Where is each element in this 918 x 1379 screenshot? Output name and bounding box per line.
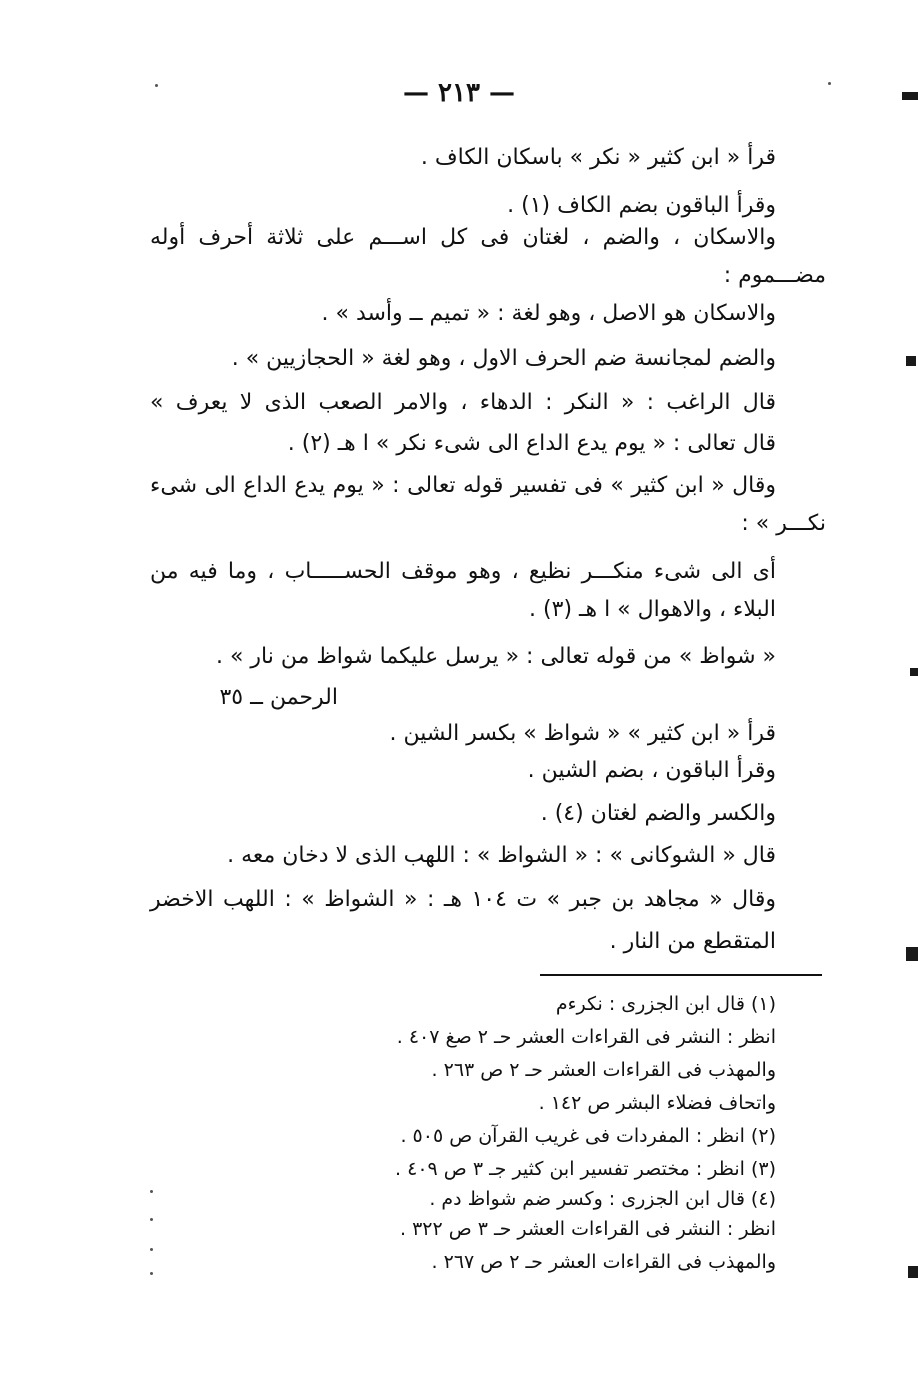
footnote-line: (٣) انظر : مختصر تفسير ابن كثير جـ ٣ ص ٤٠٩ . <box>395 1158 776 1180</box>
body-line: وقرأ الباقون ، بضم الشين . <box>527 758 776 783</box>
scan-speck <box>150 1248 153 1251</box>
scan-mark <box>908 1266 918 1278</box>
scan-speck <box>155 84 158 87</box>
body-line: والضم لمجانسة ضم الحرف الاول ، وهو لغة « الحجازيين » . <box>231 346 776 371</box>
scan-speck <box>828 82 831 85</box>
scan-speck <box>150 1272 153 1275</box>
footnote-line: انظر : النشر فى القراءات العشر حـ ٢ صغ ٤٠٧ . <box>396 1026 776 1048</box>
footnote-line: (١) قال ابن الجزرى : نكرءم <box>555 993 776 1015</box>
scan-mark <box>910 668 918 676</box>
body-line: والاسكان هو الاصل ، وهو لغة : « تميم ــ وأسد » . <box>321 301 776 326</box>
footnote-separator <box>540 974 822 976</box>
footnote-line: واتحاف فضلاء البشر ص ١٤٢ . <box>538 1092 776 1114</box>
body-line: الرحمن ــ ٣٥ <box>219 685 338 710</box>
body-line: « شواظ » من قوله تعالى : « يرسل عليكما شواظ من نار » . <box>215 644 776 669</box>
footnote-line: (٤) قال ابن الجزرى : وكسر ضم شواظ دم . <box>429 1188 776 1210</box>
footnote-line: والمهذب فى القراءات العشر حـ ٢ ص ٢٦٧ . <box>431 1251 776 1273</box>
scan-mark <box>902 92 918 100</box>
body-line: وقرأ الباقون بضم الكاف (١) . <box>507 193 776 218</box>
body-line: وقال « ابن كثير » فى تفسير قوله تعالى : « يوم يدع الداع الى شىء <box>150 473 776 498</box>
body-line: والاسكان ، والضم ، لغتان فى كل اســـم على ثلاثة أحرف أوله <box>150 225 776 250</box>
body-line: أى الى شىء منكـــر نظيع ، وهو موقف الحســـــاب ، وما فيه من <box>150 559 776 584</box>
body-line: والكسر والضم لغتان (٤) . <box>540 801 776 826</box>
footnote-line: انظر : النشر فى القراءات العشر حـ ٣ ص ٣٢٢ . <box>400 1218 776 1240</box>
body-line: البلاء ، والاهوال » ا هـ (٣) . <box>529 597 776 622</box>
scan-speck <box>150 1190 153 1193</box>
body-line: المتقطع من النار . <box>609 929 776 954</box>
body-line: وقال « مجاهد بن جبر » ت ١٠٤ هـ : « الشواظ » : اللهب الاخضر <box>150 887 776 912</box>
body-line: قال تعالى : « يوم يدع الداع الى شىء نكر » ا هـ (٢) . <box>287 431 776 456</box>
scan-mark <box>906 947 918 961</box>
scan-mark <box>906 356 916 366</box>
body-line: قال الراغب : « النكر : الدهاء ، والامر الصعب الذى لا يعرف » <box>150 390 776 415</box>
body-line: قرأ « ابن كثير » « شواظ » بكسر الشين . <box>389 721 776 746</box>
footnote-line: والمهذب فى القراءات العشر حـ ٢ ص ٢٦٣ . <box>431 1059 776 1081</box>
body-line: قال « الشوكانى » : « الشواظ » : اللهب الذى لا دخان معه . <box>227 843 776 868</box>
footnote-line: (٢) انظر : المفردات فى غريب القرآن ص ٥٠٥ . <box>400 1125 776 1147</box>
page-number: — ٢١٣ — <box>402 78 516 108</box>
scan-speck <box>150 1218 153 1221</box>
body-line: قرأ « ابن كثير « نكر » باسكان الكاف . <box>420 145 776 170</box>
body-line: مضـــموم : <box>723 263 826 288</box>
body-line: نكـــر » : <box>741 511 826 536</box>
